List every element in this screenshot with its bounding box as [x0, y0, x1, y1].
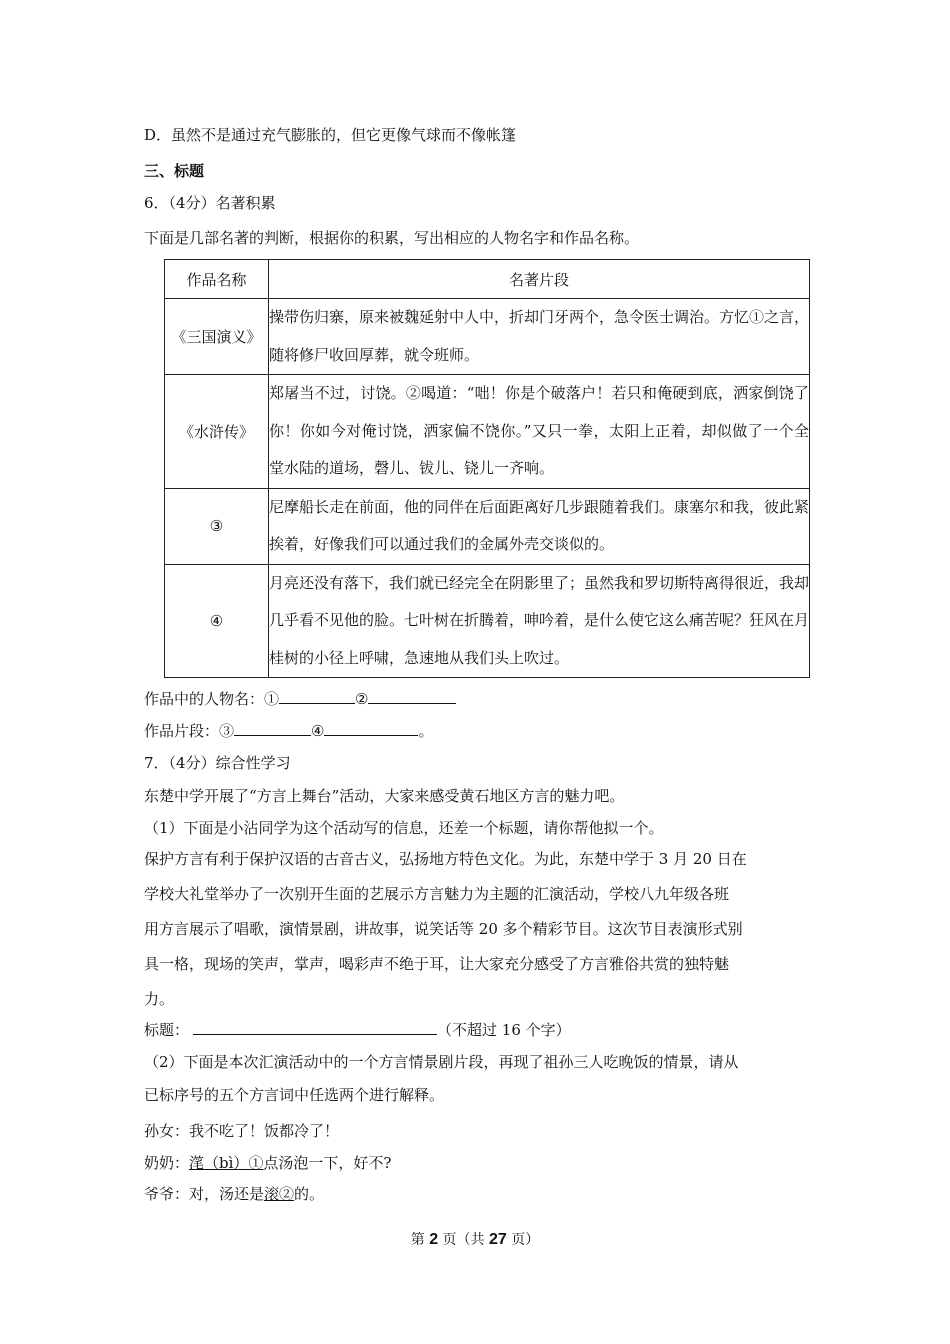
column-header-work: 作品名称 [165, 260, 269, 299]
table-row [165, 375, 810, 489]
dialect-word-2: 滚② [264, 1185, 295, 1203]
table-row [165, 299, 810, 375]
work-name: 《水浒传》 [165, 375, 269, 489]
question-6-instruction: 下面是几部名著的判断，根据你的积累，写出相应的人物名字和作品名称。 [144, 229, 640, 247]
title-blank[interactable] [193, 1019, 437, 1035]
work-name: ④ [165, 564, 269, 678]
footer-page-number: 2 [429, 1231, 439, 1248]
passage-line: 用方言展示了唱歌，演情景剧，讲故事，说笑话等 20 多个精彩节目。这次节目表演形式别 [144, 920, 743, 938]
table-row [165, 564, 810, 678]
question-7-part-1: （1）下面是小沾同学为这个活动写的信息，还差一个标题，请你帮他拟一个。 [144, 819, 664, 837]
answer-blank-2[interactable] [368, 688, 456, 704]
footer-total-pages: 27 [489, 1231, 507, 1248]
page-footer [0, 1229, 950, 1251]
grandpa-line-rest: 的。 [294, 1185, 325, 1203]
dialog-granddaughter: 孙女：我不吃了！饭都冷了！ [144, 1122, 340, 1140]
period: 。 [418, 722, 434, 740]
passage-line: 学校大礼堂举办了一次别开生面的艺展示方言魅力为主题的汇演活动，学校八九年级各班 [144, 885, 730, 903]
question-7-header: 7．（4分）综合性学习 [144, 754, 291, 772]
title-answer-line [144, 1019, 571, 1041]
question-7-part-2: （2）下面是本次汇演活动中的一个方言情景剧片段，再现了祖孙三人吃晚饭的情景，请从 [144, 1053, 739, 1071]
footer-suffix: 页） [511, 1232, 540, 1248]
blank-mark-3: ③ [219, 722, 235, 740]
work-name: 《三国演义》 [165, 299, 269, 375]
table-header-row [165, 260, 810, 299]
footer-prefix: 第 [410, 1232, 425, 1248]
works-table [164, 259, 810, 678]
work-excerpt: 尼摩船长走在前面，他的同伴在后面距离好几步跟随着我们。康塞尔和我，彼此紧挨着，好像我们可以通过我们的金属外壳交谈似的。 [269, 488, 810, 564]
blank-mark-4: ④ [311, 722, 325, 740]
question-7-intro: 东楚中学开展了“方言上舞台”活动，大家来感受黄石地区方言的魅力吧。 [144, 787, 625, 805]
speaker-grandma: 奶奶： [144, 1154, 190, 1172]
answer-people-label: 作品中的人物名： [144, 690, 265, 708]
question-6-header: 6．（4分）名著积累 [144, 194, 276, 212]
work-name: ③ [165, 488, 269, 564]
work-excerpt: 操带伤归寨，原来被魏延射中人中，折却门牙两个，急令医士调治。方忆①之言，随将修尸收回厚葬，就令班师。 [269, 299, 810, 375]
speaker-grandpa: 爷爷：对，汤还是 [144, 1185, 265, 1203]
work-excerpt: 郑屠当不过，讨饶。②喝道：“咄！你是个破落户！若只和俺硬到底，洒家倒饶了你！你如今对俺讨饶，洒家偏不饶你。”又只一拳，太阳上正着，却似做了一个全堂水陆的道场，磬儿、钹儿、铙儿一齐响。 [269, 375, 810, 489]
passage-line: 力。 [144, 990, 175, 1008]
blank-mark-2: ② [355, 690, 369, 708]
title-limit: （不超过 16 个字） [437, 1021, 571, 1039]
answer-people-line [144, 688, 456, 710]
answer-blank-4[interactable] [324, 720, 418, 736]
answer-excerpt-line [144, 720, 434, 742]
work-excerpt: 月亮还没有落下，我们就已经完全在阴影里了；虽然我和罗切斯特离得很近，我却几乎看不见他的脸。七叶树在折腾着，呻吟着，是什么使它这么痛苦呢？狂风在月桂树的小径上呼啸，急速地从我们头上吹过。 [269, 564, 810, 678]
footer-middle: 页（共 [442, 1232, 485, 1248]
blank-mark-1: ① [264, 690, 280, 708]
grandma-line-rest: 点汤泡一下，好不? [263, 1154, 392, 1172]
section-title: 三、标题 [144, 162, 205, 180]
passage-line: 具一格，现场的笑声，掌声，喝彩声不绝于耳，让大家充分感受了方言雅俗共赏的独特魅 [144, 955, 730, 973]
dialog-grandma [144, 1152, 391, 1174]
passage-line: 保护方言有利于保护汉语的古音古义，弘扬地方特色文化。为此，东楚中学于 3 月 20 日在 [144, 850, 747, 868]
title-label: 标题： [144, 1021, 190, 1039]
answer-blank-3[interactable] [234, 720, 311, 736]
table-row [165, 488, 810, 564]
dialect-word-1: 滗（bì）① [189, 1154, 264, 1172]
dialog-grandpa [144, 1183, 324, 1205]
answer-excerpt-label: 作品片段： [144, 722, 220, 740]
question-7-part-2-cont: 已标序号的五个方言词中任选两个进行解释。 [144, 1086, 445, 1104]
answer-blank-1[interactable] [279, 688, 355, 704]
column-header-excerpt: 名著片段 [269, 260, 810, 299]
option-d: D．虽然不是通过充气膨胀的，但它更像气球而不像帐篷 [144, 126, 517, 144]
